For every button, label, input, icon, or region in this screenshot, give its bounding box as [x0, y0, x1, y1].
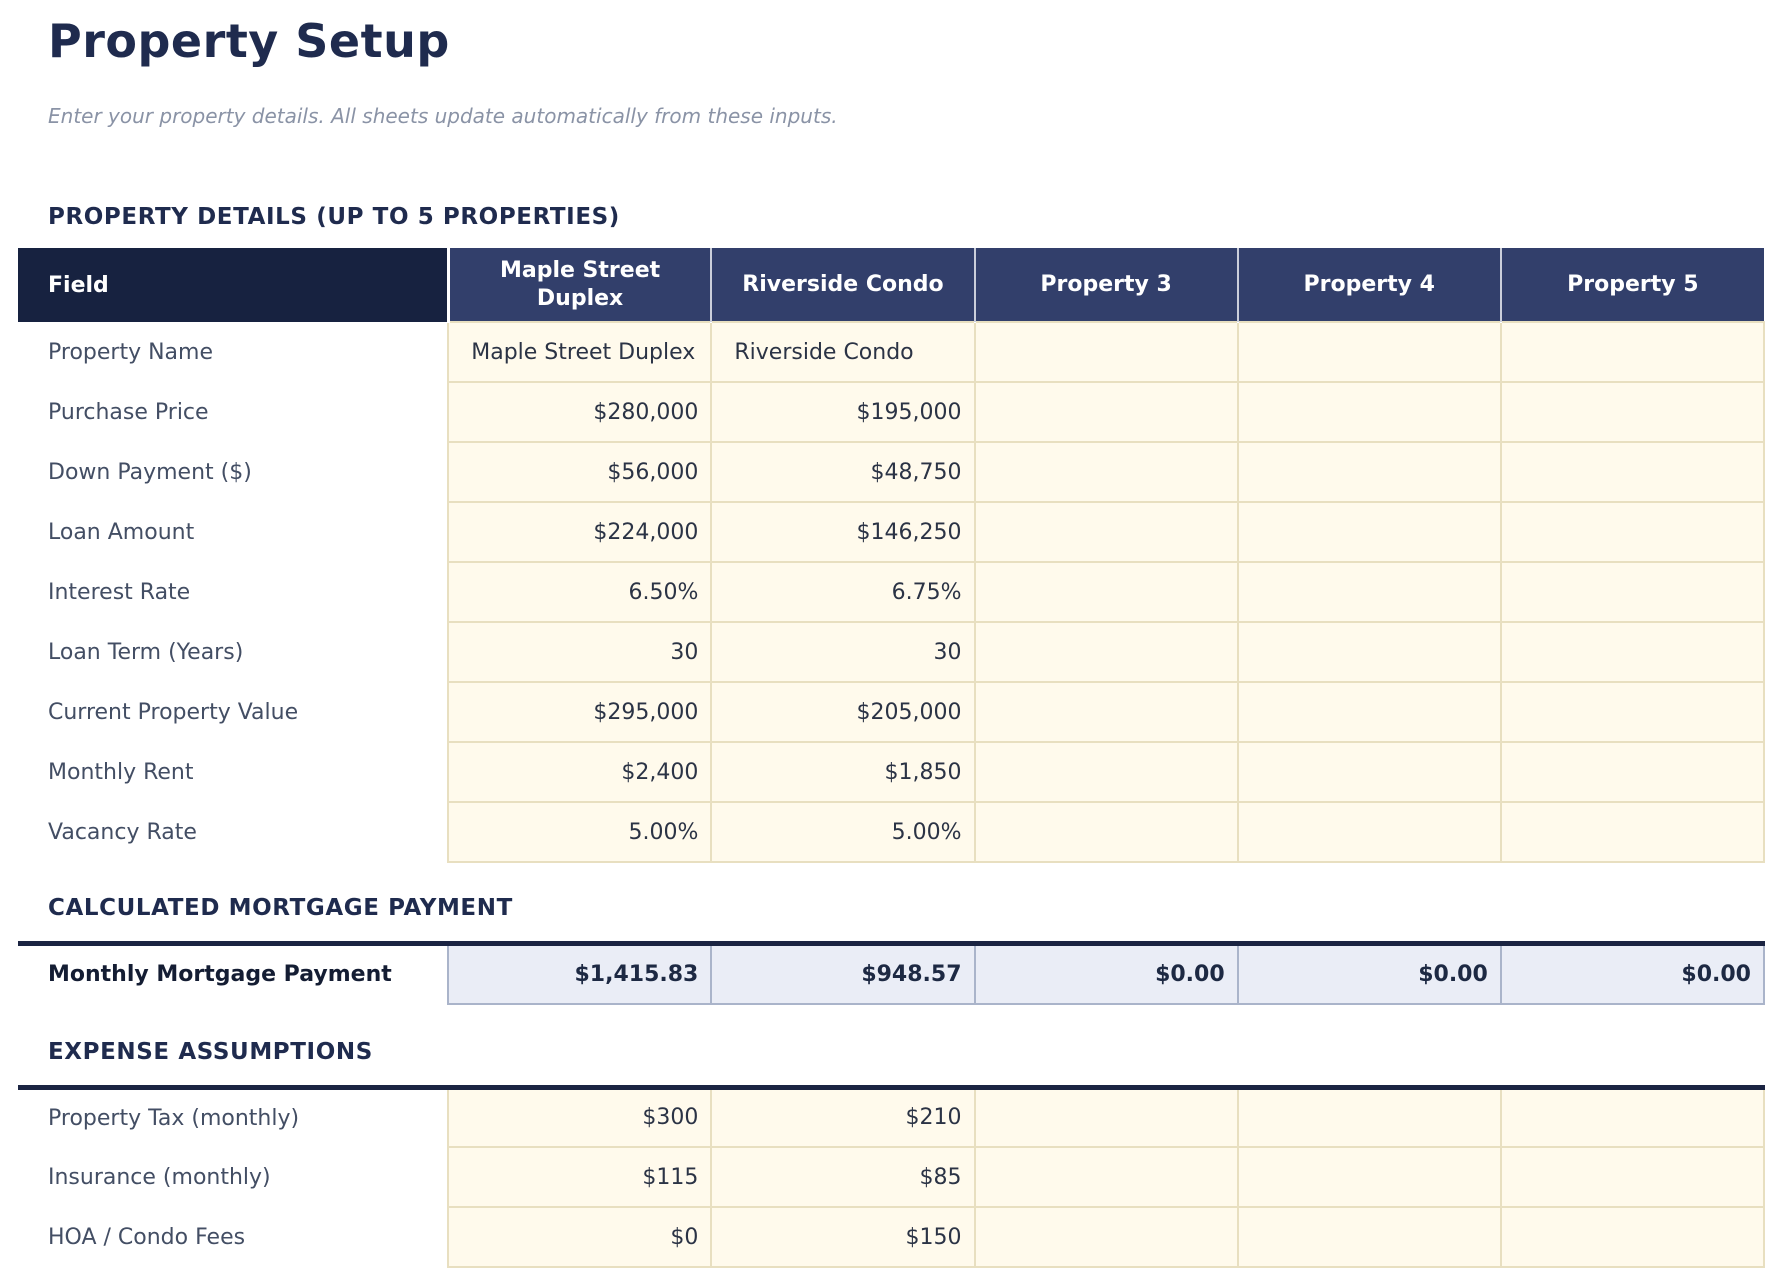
value-cell[interactable]	[975, 502, 1238, 562]
table-row	[18, 682, 1764, 742]
value-cell[interactable]: $295,000	[448, 682, 711, 742]
value-cell[interactable]: $150	[711, 1207, 974, 1267]
column-header-field: Field	[18, 248, 448, 322]
value-cell[interactable]: $300	[448, 1087, 711, 1147]
value-cell[interactable]	[975, 382, 1238, 442]
mortgage-value-cell: $948.57	[711, 944, 974, 1004]
value-cell[interactable]: $280,000	[448, 382, 711, 442]
value-cell[interactable]	[1238, 502, 1501, 562]
value-cell[interactable]	[1501, 1087, 1764, 1147]
column-header-property-5: Property 5	[1501, 248, 1764, 322]
mortgage-row	[18, 944, 1764, 1004]
value-cell[interactable]: $115	[448, 1147, 711, 1207]
row-label: Current Property Value	[18, 682, 448, 742]
page-subtitle: Enter your property details. All sheets update automatically from these inputs.	[48, 104, 838, 128]
value-cell[interactable]	[1238, 1147, 1501, 1207]
value-cell[interactable]: $210	[711, 1087, 974, 1147]
mortgage-value-cell: $1,415.83	[448, 944, 711, 1004]
value-cell[interactable]	[1501, 622, 1764, 682]
column-header-property-2: Riverside Condo	[711, 248, 974, 322]
value-cell[interactable]: 6.50%	[448, 562, 711, 622]
table-row	[18, 562, 1764, 622]
row-label: HOA / Condo Fees	[18, 1207, 448, 1267]
value-cell[interactable]: 30	[711, 622, 974, 682]
table-row	[18, 382, 1764, 442]
header-row	[18, 248, 1764, 322]
value-cell[interactable]: $224,000	[448, 502, 711, 562]
row-label: Insurance (monthly)	[18, 1147, 448, 1207]
row-label: Property Name	[18, 322, 448, 382]
value-cell[interactable]: $0	[448, 1207, 711, 1267]
mortgage-table	[18, 941, 1765, 1005]
table-row	[18, 502, 1764, 562]
table-row	[18, 622, 1764, 682]
table-row	[18, 1147, 1764, 1207]
value-cell[interactable]	[1501, 322, 1764, 382]
column-header-property-3: Property 3	[975, 248, 1238, 322]
value-cell[interactable]	[1501, 562, 1764, 622]
value-cell[interactable]	[975, 1207, 1238, 1267]
value-cell[interactable]	[975, 562, 1238, 622]
value-cell[interactable]: 6.75%	[711, 562, 974, 622]
column-header-property-4: Property 4	[1238, 248, 1501, 322]
value-cell[interactable]	[1501, 1147, 1764, 1207]
value-cell[interactable]: $205,000	[711, 682, 974, 742]
value-cell[interactable]	[1238, 382, 1501, 442]
value-cell[interactable]	[1238, 322, 1501, 382]
value-cell[interactable]	[975, 802, 1238, 862]
table-row	[18, 1207, 1764, 1267]
table-row	[18, 322, 1764, 382]
value-cell[interactable]	[1238, 802, 1501, 862]
value-cell[interactable]: $146,250	[711, 502, 974, 562]
value-cell[interactable]	[1501, 442, 1764, 502]
value-cell[interactable]: $2,400	[448, 742, 711, 802]
value-cell[interactable]	[1238, 1087, 1501, 1147]
mortgage-row-label: Monthly Mortgage Payment	[18, 944, 448, 1004]
value-cell[interactable]: $195,000	[711, 382, 974, 442]
row-label: Monthly Rent	[18, 742, 448, 802]
section-heading-mortgage: CALCULATED MORTGAGE PAYMENT	[48, 895, 513, 921]
value-cell[interactable]	[1238, 742, 1501, 802]
value-cell[interactable]	[1238, 622, 1501, 682]
row-label: Loan Term (Years)	[18, 622, 448, 682]
table-row	[18, 802, 1764, 862]
value-cell[interactable]	[975, 622, 1238, 682]
value-cell[interactable]	[975, 1087, 1238, 1147]
row-label: Purchase Price	[18, 382, 448, 442]
mortgage-value-cell: $0.00	[975, 944, 1238, 1004]
value-cell[interactable]	[1501, 802, 1764, 862]
value-cell[interactable]	[975, 322, 1238, 382]
value-cell[interactable]: $48,750	[711, 442, 974, 502]
table-row	[18, 442, 1764, 502]
value-cell[interactable]	[1501, 1207, 1764, 1267]
value-cell[interactable]	[975, 742, 1238, 802]
row-label: Loan Amount	[18, 502, 448, 562]
value-cell[interactable]: Riverside Condo	[711, 322, 974, 382]
mortgage-value-cell: $0.00	[1501, 944, 1764, 1004]
property-details-table	[18, 248, 1765, 863]
value-cell[interactable]: $85	[711, 1147, 974, 1207]
value-cell[interactable]	[975, 1147, 1238, 1207]
page-title: Property Setup	[48, 14, 450, 68]
value-cell[interactable]	[1501, 682, 1764, 742]
value-cell[interactable]	[1238, 442, 1501, 502]
value-cell[interactable]: $56,000	[448, 442, 711, 502]
value-cell[interactable]	[1238, 682, 1501, 742]
mortgage-value-cell: $0.00	[1238, 944, 1501, 1004]
value-cell[interactable]	[975, 442, 1238, 502]
value-cell[interactable]: 5.00%	[711, 802, 974, 862]
value-cell[interactable]	[1501, 742, 1764, 802]
value-cell[interactable]	[1238, 1207, 1501, 1267]
row-label: Interest Rate	[18, 562, 448, 622]
value-cell[interactable]	[1501, 502, 1764, 562]
value-cell[interactable]	[975, 682, 1238, 742]
column-header-property-1: Maple Street Duplex	[448, 248, 711, 322]
row-label: Vacancy Rate	[18, 802, 448, 862]
table-row	[18, 742, 1764, 802]
row-label: Down Payment ($)	[18, 442, 448, 502]
value-cell[interactable]	[1501, 382, 1764, 442]
value-cell[interactable]: 30	[448, 622, 711, 682]
table-row	[18, 1087, 1764, 1147]
value-cell[interactable]	[1238, 562, 1501, 622]
section-heading-expenses: EXPENSE ASSUMPTIONS	[48, 1038, 373, 1065]
value-cell[interactable]: 5.00%	[448, 802, 711, 862]
section-heading-property-details: PROPERTY DETAILS (UP TO 5 PROPERTIES)	[48, 204, 620, 230]
value-cell[interactable]: Maple Street Duplex	[448, 322, 711, 382]
value-cell[interactable]: $1,850	[711, 742, 974, 802]
row-label: Property Tax (monthly)	[18, 1087, 448, 1147]
expense-table	[18, 1085, 1765, 1269]
